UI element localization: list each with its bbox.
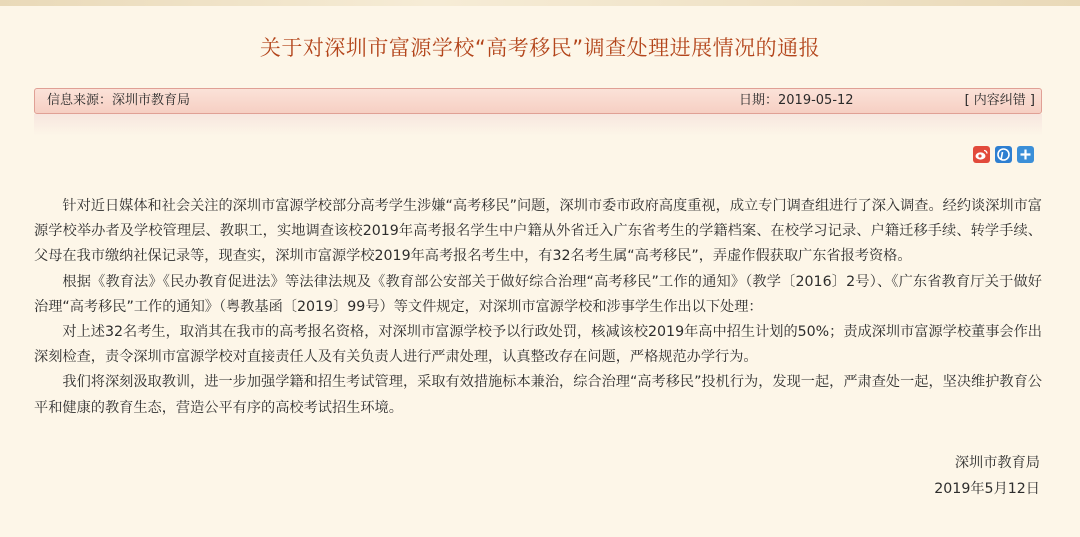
weibo-icon[interactable] [973, 146, 990, 163]
info-bar [34, 88, 1042, 114]
pinterest-icon[interactable] [995, 146, 1012, 163]
paragraph: 对上述32名考生，取消其在我市的高考报名资格，对深圳市富源学校予以行政处罚，核减该校2019年高中招生计划的50%；责成深圳市富源学校董事会作出深刻检查，责令深圳市富源学校对直接责任人及有关负责人进行严肃处理，认真整改存在问题，严格规范办学行为。 [34, 324, 1042, 366]
page-title: 关于对深圳市富源学校“高考移民”调查处理进展情况的通报 [259, 36, 821, 60]
add-icon[interactable] [1017, 146, 1034, 163]
info-source: 信息来源：深圳市教育局 [47, 93, 191, 108]
signature-date: 2019年5月12日 [934, 481, 1040, 497]
share-toolbar [973, 146, 1034, 163]
article-body [34, 194, 1042, 421]
content-correction-label[interactable]: [ 内容纠错 ] [964, 93, 1035, 108]
content-correction-link[interactable] [965, 89, 1035, 113]
signature-block [934, 450, 1040, 502]
top-decoration [0, 0, 1080, 6]
paragraph: 针对近日媒体和社会关注的深圳市富源学校部分高考学生涉嫌“高考移民”问题，深圳市委市政府高度重视，成立专门调查组进行了深入调查。经约谈深圳市富源学校举办者及学校管理层、教职工，实地调查该校2019年高考报名学生中户籍从外省迁入广东省考生的学籍档案、在校学习记录、户籍迁移手续、转学手续、父母在我市缴纳社保记录等，现查实，深圳市富源学校2019年高考报名考生中，有32名考生属“高考移民”，弄虚作假获取广东省报考资格。 [34, 198, 1042, 265]
paragraph: 根据《教育法》《民办教育促进法》等法律法规及《教育部公安部关于做好综合治理“高考移民”工作的通知》（教学〔2016〕2号）、《广东省教育厅关于做好治理“高考移民”工作的通知》（粤教基函〔2019〕99号）等文件规定，对深圳市富源学校和涉事学生作出以下处理： [34, 273, 1042, 315]
info-bar-shadow [34, 114, 1042, 136]
paragraph: 我们将深刻汲取教训，进一步加强学籍和招生考试管理，采取有效措施标本兼治，综合治理“高考移民”投机行为，发现一起，严肃查处一起，坚决维护教育公平和健康的教育生态，营造公平有序的高校考试招生环境。 [34, 374, 1042, 416]
signature-org: 深圳市教育局 [954, 455, 1040, 471]
info-date: 日期：2019-05-12 [739, 93, 854, 108]
